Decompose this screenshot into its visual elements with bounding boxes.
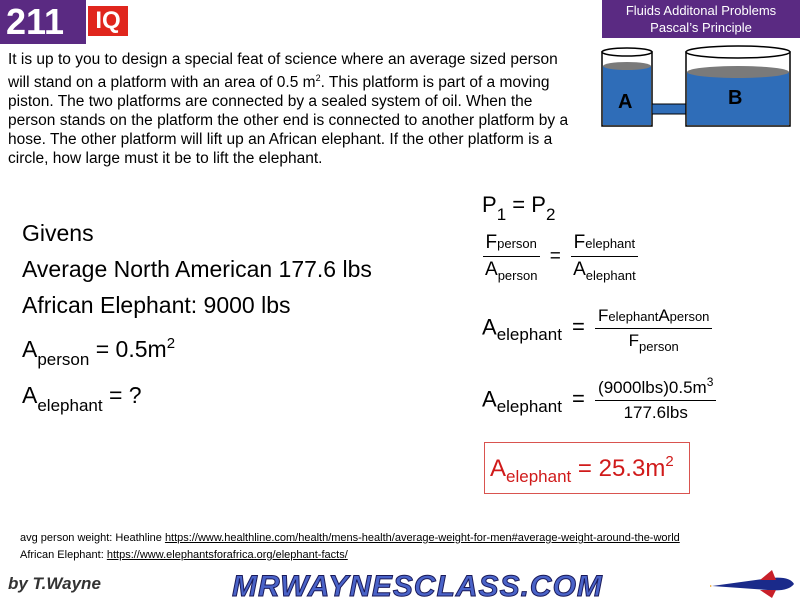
site-logo[interactable]: MRWAYNESCLASS.COM: [232, 570, 603, 603]
problem-text-part1: It is up to you to design a special feat of science where an average sized person will stand on a platform with an area of 0.5 m: [8, 51, 558, 92]
hydraulic-diagram: [598, 42, 798, 132]
ref-person: avg person weight: Heathline https://www.healthline.com/health/mens-health/average-weight-for-men#average-weight-around-the-world: [20, 532, 680, 544]
answer-box: $A_{elephant} = 25.3m2$: [484, 442, 690, 494]
label-b: B: [728, 87, 743, 109]
references: [20, 530, 680, 564]
ref-elephant-link[interactable]: https://www.elephantsforafrica.org/elephant-facts/: [106, 549, 348, 561]
ref-elephant: African Elephant: https://www.elephantsforafrica.org/elephant-facts/: [20, 549, 348, 561]
problem-text-part2: . This platform is part of a moving piston. The two platforms are connected by a sealed system of oil. When the person stands on the platform the other end is connected to another platform by a hose. The other platform will lift up an African elephant. If the other platform is a circle, how large must it be to lift the elephant.: [8, 74, 569, 168]
givens-title: Givens: [22, 220, 94, 246]
eq-numeric: $A_{elephant}$ = $\frac{(9000lbs)0.5m^3}{\text{177.6lbs}}$: [482, 378, 716, 423]
given-area-elephant: $A_{elephant}$ = ?: [22, 382, 142, 415]
topic-header: [602, 0, 800, 38]
given-person-weight: Average North American 177.6 lbs: [22, 256, 372, 282]
author-credit: by T.Wayne: [8, 574, 101, 593]
problem-sup: 2: [315, 73, 321, 83]
eq-pressure-equal: $P_1 = P_2$: [482, 192, 556, 224]
topic-line-2: Pascal’s Principle: [650, 20, 752, 35]
ref-person-link[interactable]: https://www.healthline.com/health/mens-health/average-weight-for-men#average-weight-around-the-world: [164, 532, 680, 544]
topic-line-1: Fluids Additonal Problems: [625, 3, 777, 18]
problem-number-badge: 211: [0, 0, 86, 44]
rocket-icon: [710, 568, 796, 598]
piston-a: [603, 62, 651, 70]
given-elephant-weight: African Elephant: 9000 lbs: [22, 292, 291, 318]
given-area-person: $A_{person} = 0.5m^2$: [22, 335, 176, 369]
eq-force-ratio: $\frac{\text{Fperson}}{A_{person}}$ = $\frac{\text{Felephant}}{A_{elephant}}$: [482, 232, 639, 281]
eq-solve-area: $A_{elephant}$ = $\frac{\text{FelephantAperson}}{F_{person}}$: [482, 306, 712, 351]
hose: [652, 104, 686, 114]
piston-b: [687, 66, 789, 78]
problem-statement: [8, 50, 583, 168]
label-a: A: [618, 91, 633, 113]
iq-badge: IQ: [88, 6, 128, 36]
